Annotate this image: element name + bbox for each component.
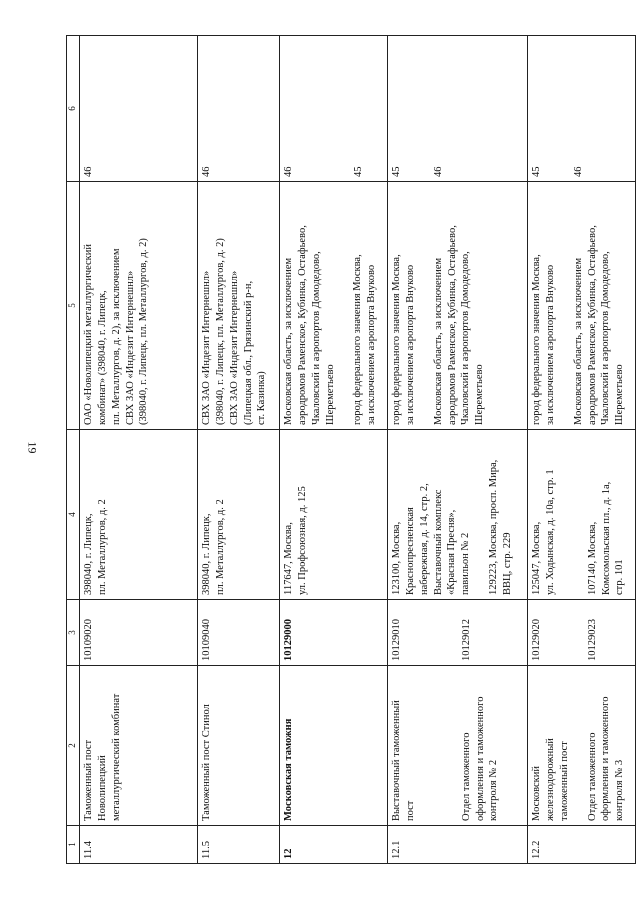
row-number: 12.2: [528, 826, 636, 864]
cell-text: пост: [404, 800, 416, 821]
cell-text: 46: [83, 166, 94, 177]
cell-text: Шереметьево: [614, 364, 626, 425]
cell-text: город федерального значения Москва,: [352, 254, 364, 425]
cell-text: 10129010: [391, 619, 402, 661]
cell-text: ВВЦ, стр. 229: [502, 532, 514, 595]
post-address: [388, 430, 528, 600]
table-body: [80, 36, 636, 864]
cell-text: 123100, Москва,: [391, 521, 402, 595]
cell-text: павильон № 2: [460, 532, 472, 595]
cell-text: город федерального значения Москва,: [531, 254, 542, 425]
cell-text: 10129012: [460, 619, 472, 661]
cell-text: Московская область, за исключением: [283, 257, 294, 425]
row-number: 12: [280, 826, 388, 864]
cell-text: ОАО «Новолипецкий металлургический: [83, 243, 94, 425]
cell-text: «Красная Пресня»,: [446, 509, 458, 595]
cell-text: за исключением аэропорта Внуково: [366, 264, 378, 425]
cell-text: 45: [391, 166, 402, 177]
column-6-value: [198, 36, 280, 182]
cell-text: оформления и таможенного: [474, 696, 486, 821]
cell-text: комбинат» (398040, г. Липецк,: [96, 290, 108, 425]
table-row: [388, 36, 528, 864]
cell-text: 107140, Москва,: [586, 521, 598, 595]
cell-text: оформления и таможенного: [600, 696, 612, 821]
cell-text: 125047, Москва,: [531, 521, 542, 595]
cell-text: Отдел таможенного: [586, 732, 598, 821]
table-container: [66, 36, 626, 864]
cell-text: контроля № 2: [488, 759, 500, 821]
cell-text: металлургический комбинат: [110, 693, 122, 821]
cell-text: Комсомольская пл., д. 1а,: [600, 481, 612, 595]
column-6-value: [80, 36, 198, 182]
cell-text: за исключением аэропорта Внуково: [544, 264, 556, 425]
row-number: 12.1: [388, 826, 528, 864]
cell-text: аэродромов Раменское, Кубинка, Остафьево,: [296, 225, 308, 425]
cell-text: 46: [432, 166, 444, 177]
cell-text: (398040, г. Липецк, пл. Металлургов, д. 2): [138, 238, 150, 425]
cell-text: железнодорожный: [544, 738, 556, 821]
table-row: [280, 36, 388, 864]
zone-of-activity: [280, 182, 388, 430]
post-code: [528, 600, 636, 666]
cell-text: Новолипецкий: [96, 755, 108, 821]
cell-text: Таможенный пост: [83, 739, 94, 821]
cell-text: 117647, Москва,: [283, 522, 294, 595]
table-row: [198, 36, 280, 864]
post-name: [80, 666, 198, 826]
cell-text: СВХ ЗАО «Индезит Интернешнл»: [201, 270, 212, 425]
post-code: [280, 600, 388, 666]
cell-text: Московская таможня: [283, 718, 294, 821]
zone-of-activity: [388, 182, 528, 430]
cell-text: Чкаловский и аэропортов Домодедово,: [310, 251, 322, 425]
page-number: 19: [25, 441, 40, 454]
post-address: [528, 430, 636, 600]
cell-text: 45: [352, 166, 364, 177]
cell-text: СВХ ЗАО «Индезит Интернешнл»: [124, 270, 136, 425]
cell-text: 398040, г. Липецк,: [201, 513, 212, 595]
cell-text: пл. Металлургов, д. 2), за исключением: [110, 248, 122, 425]
cell-text: аэродромов Раменское, Кубинка, Остафьево,: [586, 225, 598, 425]
customs-table: [66, 35, 636, 864]
cell-text: 46: [283, 166, 294, 177]
post-address: [198, 430, 280, 600]
cell-text: Чкаловский и аэропортов Домодедово,: [460, 251, 472, 425]
row-number: 11.4: [80, 826, 198, 864]
cell-text: 46: [572, 166, 584, 177]
cell-text: Отдел таможенного: [460, 732, 472, 821]
column-header: 4: [67, 430, 80, 600]
column-6-value: [388, 36, 528, 182]
post-name: [280, 666, 388, 826]
cell-text: 46: [201, 166, 212, 177]
cell-text: 10129023: [586, 619, 598, 661]
cell-text: Выставочный комплекс: [432, 489, 444, 595]
zone-of-activity: [198, 182, 280, 430]
post-name: [528, 666, 636, 826]
cell-text: 398040, г. Липецк,: [83, 513, 94, 595]
cell-text: Краснопресненская: [404, 507, 416, 595]
cell-text: Шереметьево: [474, 364, 486, 425]
zone-of-activity: [528, 182, 636, 430]
cell-text: СВХ ЗАО «Индезит Интернешнл»: [228, 270, 240, 425]
column-number-row: [67, 36, 80, 864]
post-code: [80, 600, 198, 666]
cell-text: Московская область, за исключением: [572, 257, 584, 425]
post-name: [198, 666, 280, 826]
column-header: 1: [67, 826, 80, 864]
cell-text: 10109040: [201, 619, 212, 661]
row-number: 11.5: [198, 826, 280, 864]
zone-of-activity: [80, 182, 198, 430]
cell-text: ул. Профсоюзная, д. 125: [296, 486, 308, 595]
cell-text: ул. Ходынская, д. 10а, стр. 1: [544, 469, 556, 595]
cell-text: аэродромов Раменское, Кубинка, Остафьево,: [446, 225, 458, 425]
cell-text: Московская область, за исключением: [432, 257, 444, 425]
cell-text: контроля № 3: [614, 759, 626, 821]
column-header: 5: [67, 182, 80, 430]
column-header: 6: [67, 36, 80, 182]
cell-text: набережная, д. 14, стр. 2,: [418, 483, 430, 595]
post-code: [388, 600, 528, 666]
cell-text: 10129000: [283, 619, 294, 661]
cell-text: Таможенный пост Стинол: [201, 704, 212, 821]
cell-text: (Липецкая обл., Грязинский р-н,: [242, 280, 254, 425]
cell-text: за исключением аэропорта Внуково: [404, 264, 416, 425]
cell-text: 45: [531, 166, 542, 177]
column-6-value: [528, 36, 636, 182]
column-header: 3: [67, 600, 80, 666]
cell-text: 129223, Москва, просп. Мира,: [488, 459, 500, 595]
post-address: [280, 430, 388, 600]
cell-text: таможенный пост: [558, 741, 570, 821]
table-row: [80, 36, 198, 864]
cell-text: Московский: [531, 766, 542, 821]
post-name: [388, 666, 528, 826]
cell-text: пл. Металлургов, д. 2: [214, 499, 226, 595]
cell-text: город федерального значения Москва,: [391, 254, 402, 425]
post-code: [198, 600, 280, 666]
cell-text: стр. 101: [614, 559, 626, 595]
cell-text: (398040, г. Липецк, пл. Металлургов, д. 2): [214, 238, 226, 425]
post-address: [80, 430, 198, 600]
cell-text: Выставочный таможенный: [391, 700, 402, 821]
cell-text: пл. Металлургов, д. 2: [96, 499, 108, 595]
cell-text: 10129020: [531, 619, 542, 661]
cell-text: ст. Казинка): [256, 371, 268, 425]
cell-text: Шереметьево: [324, 364, 336, 425]
column-6-value: [280, 36, 388, 182]
column-header: 2: [67, 666, 80, 826]
table-row: [528, 36, 636, 864]
cell-text: Чкаловский и аэропортов Домодедово,: [600, 251, 612, 425]
cell-text: 10109020: [83, 619, 94, 661]
